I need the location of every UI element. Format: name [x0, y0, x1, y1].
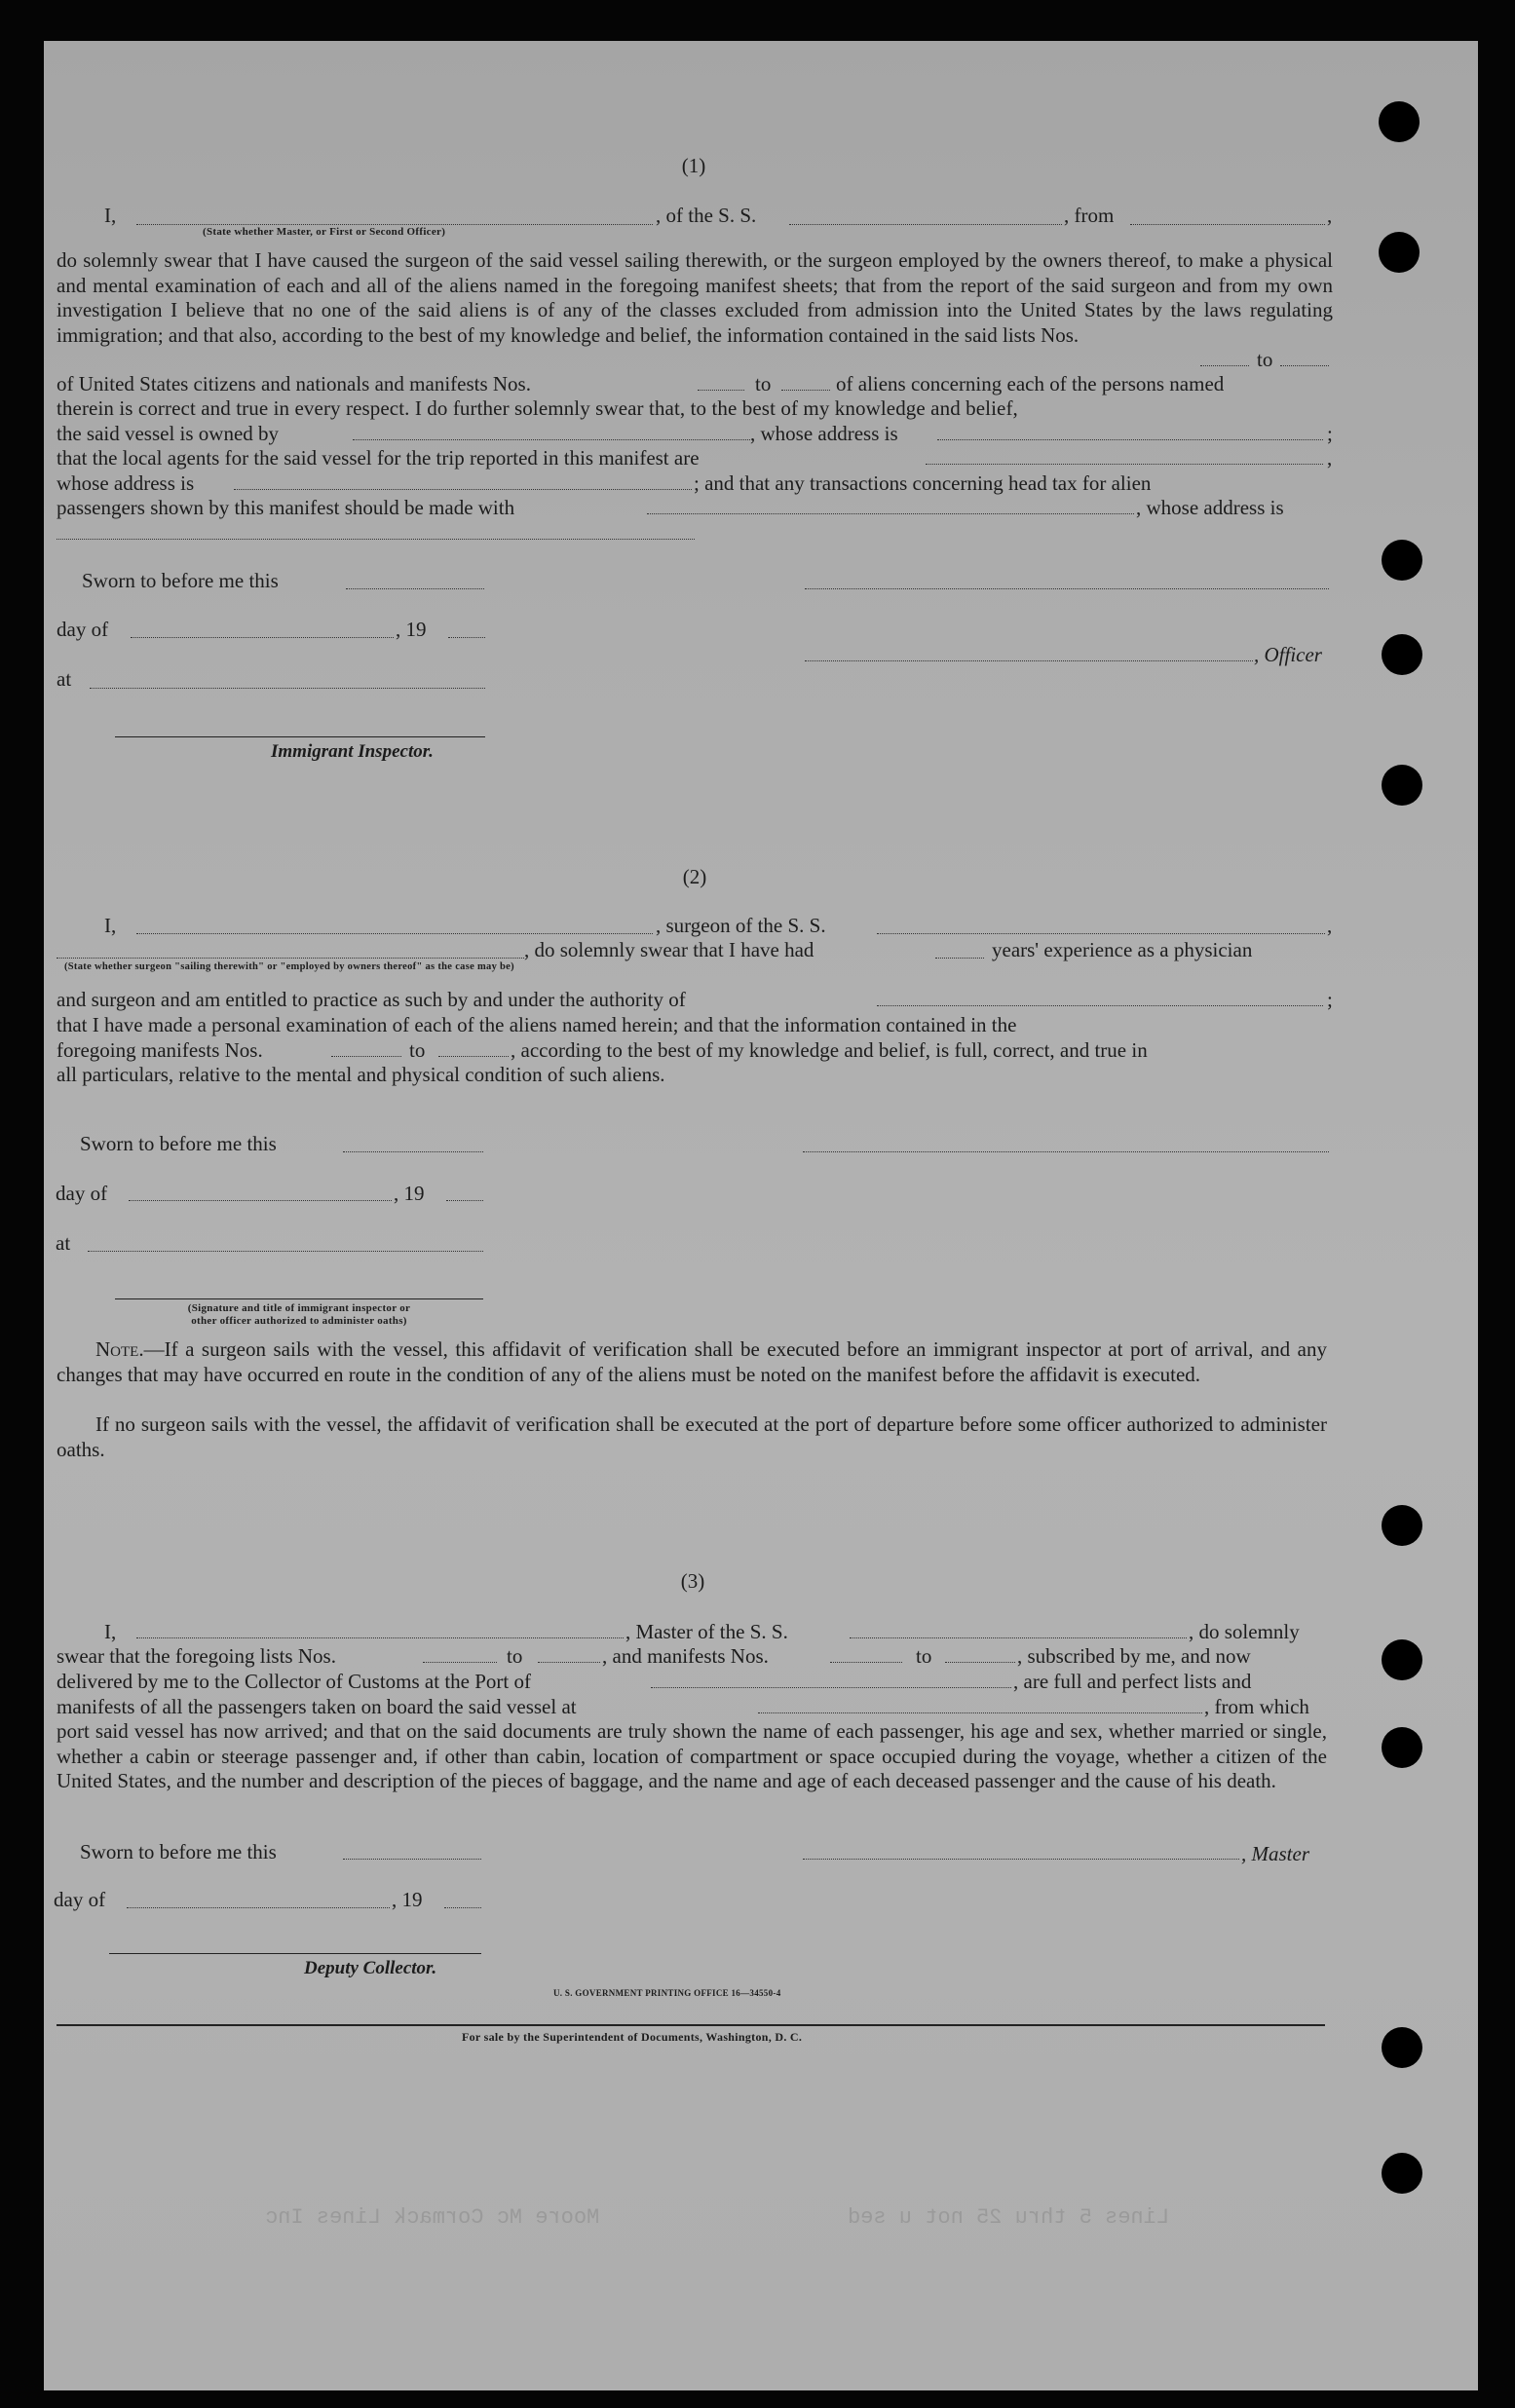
punch-hole: [1382, 1505, 1422, 1546]
s2-caption-sig1: (Signature and title of immigrant inspector or: [187, 1302, 411, 1314]
s2-particulars: all particulars, relative to the mental and physical condition of such aliens.: [57, 1063, 665, 1086]
s2-examination: that I have made a personal examination of each of the aliens named herein; and that the information contained in the: [57, 1013, 1017, 1036]
s1-citizens: of United States citizens and nationals and manifests Nos.: [57, 372, 531, 395]
s2-surgeon-of-ss: , surgeon of the S. S.: [656, 914, 826, 937]
s1-oath-paragraph: do solemnly swear that I have caused the surgeon of the said vessel sailing therewith, or the surgeon employed by the owners thereof, to make a physical and mental examination of each and all of the aliens named in the foregoing manifest sheets; that from the report of the said surgeon and from my own investigation I believe that no one of the said aliens is of any of the classes excluded from admission into the United States by the laws regulating immigration; and that also, according to the best of my knowledge and belief, the information contained in the said lists Nos.: [57, 248, 1333, 347]
s1-of-ss: , of the S. S.: [656, 204, 757, 227]
s3-day-of: day of: [54, 1888, 106, 1911]
s2-i: I,: [104, 914, 117, 937]
s1-at: at: [57, 667, 72, 691]
punch-hole: [1382, 2027, 1422, 2068]
s2-manifests: foregoing manifests Nos.: [57, 1038, 263, 1062]
section-number-2: (2): [682, 865, 707, 888]
s1-correct: therein is correct and true in every respect. I do further solemnly swear that, to the best of my knowledge and belief,: [57, 396, 1018, 420]
bleed-through-text: Moore Mc Cormack Lines Inc: [265, 2205, 600, 2230]
sale-notice: For sale by the Superintendent of Documents, Washington, D. C.: [462, 2030, 803, 2044]
s2-sworn: Sworn to before me this: [80, 1132, 277, 1155]
s1-i: I,: [104, 204, 117, 227]
s2-experience: , do solemnly swear that I have had: [524, 938, 814, 961]
s2-note-2: If no surgeon sails with the vessel, the affidavit of verification shall be executed at the port of departure before some officer authorized to administer oaths.: [57, 1412, 1327, 1461]
section-number-3: (3): [680, 1569, 705, 1593]
s2-note-1: Note.—If a surgeon sails with the vessel, this affidavit of verification shall be executed before an immigrant inspector at port of arrival, and any changes that may have occurred en route in the condition of any of the aliens must be noted on the manifest before the affidavit is executed.: [57, 1337, 1327, 1386]
s3-deputy-collector: Deputy Collector.: [304, 1958, 437, 1978]
s3-taken-on-board: manifests of all the passengers taken on board the said vessel at: [57, 1695, 577, 1718]
s2-at: at: [56, 1231, 71, 1255]
s3-sworn: Sworn to before me this: [80, 1840, 277, 1863]
s3-collector: delivered by me to the Collector of Customs at the Port of: [57, 1670, 531, 1693]
s3-master: , Master: [1241, 1842, 1309, 1865]
punch-hole: [1382, 540, 1422, 581]
s1-whose-address: whose address is: [57, 471, 195, 495]
section-number-1: (1): [681, 154, 706, 177]
s2-caption-sig2: other officer authorized to administer oaths): [191, 1315, 407, 1327]
bleed-through-text: Lines 5 thru 25 not u sed: [848, 2205, 1170, 2230]
punch-hole: [1382, 1727, 1422, 1768]
s1-caption: (State whether Master, or First or Second Officer): [203, 226, 446, 238]
punch-hole: [1382, 765, 1422, 806]
s3-lists: swear that the foregoing lists Nos.: [57, 1644, 336, 1668]
s1-agents: that the local agents for the said vessel for the trip reported in this manifest are: [57, 446, 700, 470]
s3-master-of-ss: , Master of the S. S.: [625, 1620, 788, 1643]
punch-hole: [1382, 2153, 1422, 2194]
s1-owned: the said vessel is owned by: [57, 422, 280, 445]
s3-i: I,: [104, 1620, 117, 1643]
s2-caption: (State whether surgeon "sailing therewith" or "employed by owners thereof" as the case may be): [64, 961, 514, 972]
punch-hole: [1379, 232, 1420, 273]
s2-day-of: day of: [56, 1182, 108, 1205]
punch-hole: [1379, 101, 1420, 142]
punch-hole: [1382, 634, 1422, 675]
s2-authority: and surgeon and am entitled to practice as such by and under the authority of: [57, 988, 686, 1011]
s3-paragraph: port said vessel has now arrived; and that on the said documents are truly shown the name of each passenger, his age and sex, whether married or single, whether a cabin or steerage passenger and, if other than cabin, location of compartment or space occupied during the voyage, whether a citizen of the United States, and the number and description of the pieces of baggage, and the name and age of each deceased passenger and the cause of his death.: [57, 1719, 1327, 1792]
punch-hole: [1382, 1639, 1422, 1680]
s1-immigrant-inspector: Immigrant Inspector.: [271, 741, 434, 762]
s1-passengers: passengers shown by this manifest should be made with: [57, 496, 515, 519]
s1-sworn: Sworn to before me this: [82, 569, 279, 592]
gpo-imprint: U. S. GOVERNMENT PRINTING OFFICE 16—34550-4: [553, 1988, 781, 1998]
s1-from: , from: [1064, 204, 1115, 227]
s1-officer: , Officer: [1254, 643, 1322, 666]
s1-day-of: day of: [57, 618, 109, 641]
